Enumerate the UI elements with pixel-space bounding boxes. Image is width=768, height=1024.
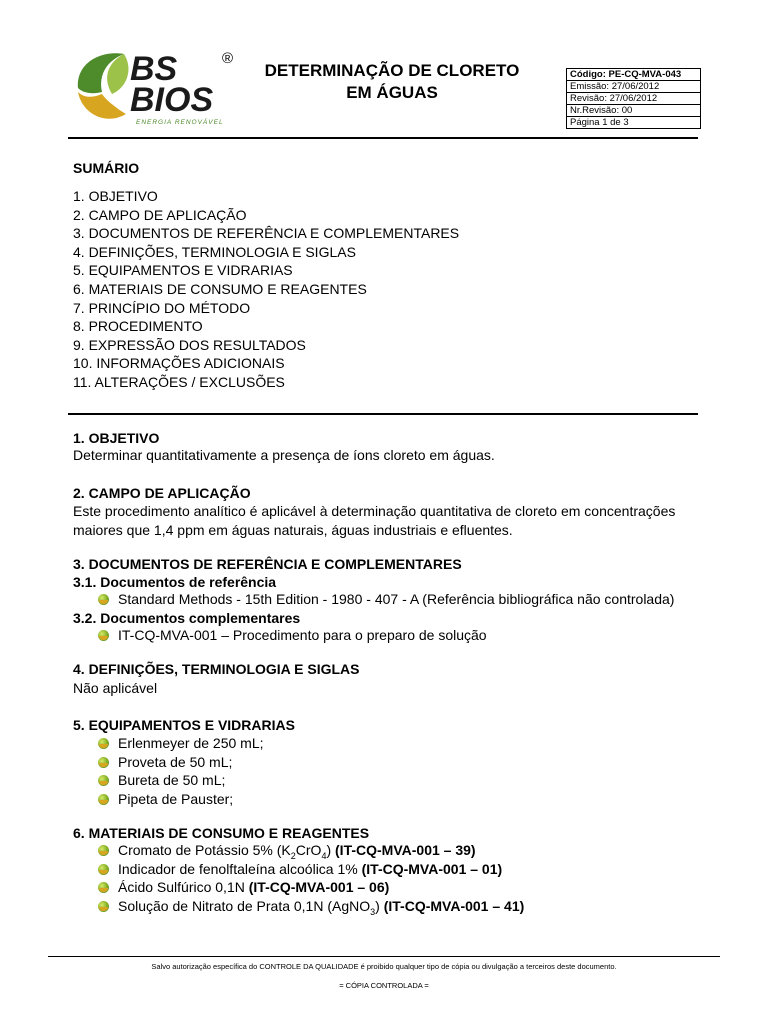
equipment-list — [96, 734, 264, 808]
logo-tagline: ENERGIA RENOVÁVEL — [136, 119, 224, 126]
section-3-title: 3. DOCUMENTOS DE REFERÊNCIA E COMPLEMENTARES — [73, 556, 462, 572]
footer-divider — [48, 956, 720, 957]
bullet-leaf-icon — [98, 738, 109, 749]
doc-page-number: Página 1 de 3 — [567, 117, 701, 129]
header-divider — [68, 137, 698, 139]
doc-revision-number: Nr.Revisão: 00 — [567, 105, 701, 117]
bullet-leaf-icon — [98, 630, 109, 641]
title-line-1: DETERMINAÇÃO DE CLORETO — [264, 61, 520, 80]
summary-item: 7. PRINCÍPIO DO MÉTODO — [73, 299, 251, 316]
summary-item: 8. PROCEDIMENTO — [73, 318, 203, 335]
summary-item: 10. INFORMAÇÕES ADICIONAIS — [73, 355, 285, 372]
summary-title: SUMÁRIO — [73, 160, 140, 176]
section-5-title: 5. EQUIPAMENTOS E VIDRARIAS — [73, 717, 295, 733]
doc-code: Código: PE-CQ-MVA-043 — [567, 69, 701, 81]
list-item: Erlenmeyer de 250 mL; — [96, 734, 264, 753]
summary-item: 9. EXPRESSÃO DOS RESULTADOS — [73, 336, 306, 353]
summary-list — [73, 187, 459, 392]
section-2-text — [73, 502, 698, 539]
bullet-leaf-icon — [98, 794, 109, 805]
document-title — [250, 60, 534, 104]
logo-text-bios: BIOS — [130, 81, 214, 119]
list-item: Solução de Nitrato de Prata 0,1N (AgNO$_3$) (IT-CQ-MVA-001 – 41) — [96, 897, 524, 916]
section-6-title: 6. MATERIAIS DE CONSUMO E REAGENTES — [73, 825, 370, 841]
logo-sun-yellow — [78, 92, 126, 119]
section-1-text: Determinar quantitativamente a presença de íons cloreto em águas. — [73, 447, 495, 463]
list-item: Indicador de fenolftaleína alcoólica 1% (IT-CQ-MVA-001 – 01) — [96, 860, 524, 879]
section-2-line-2: maiores que 1,4 ppm em águas naturais, águas industriais e efluentes. — [73, 521, 513, 538]
summary-divider — [68, 413, 698, 415]
logo-text-bs: BS — [130, 50, 178, 88]
reference-docs-list — [96, 590, 674, 609]
summary-item: 2. CAMPO DE APLICAÇÃO — [73, 206, 247, 223]
footer-controlled-copy: = CÓPIA CONTROLADA = — [339, 981, 429, 990]
bullet-leaf-icon — [98, 864, 109, 875]
section-2-line-1: Este procedimento analítico é aplicável à determinação quantitativa de cloreto em concentrações — [73, 503, 676, 519]
list-item: Cromato de Potássio 5% $(K_2CrO_4)$ (IT-CQ-MVA-001 – 39) — [96, 841, 524, 860]
section-4-text: Não aplicável — [73, 680, 158, 696]
list-item: IT-CQ-MVA-001 – Procedimento para o preparo de solução — [96, 626, 487, 645]
bullet-leaf-icon — [98, 757, 109, 768]
document-info-box — [566, 68, 701, 129]
doc-issue-date: Emissão: 27/06/2012 — [567, 81, 701, 93]
bullet-leaf-icon — [98, 901, 109, 912]
list-item: Proveta de 50 mL; — [96, 753, 264, 772]
bullet-leaf-icon — [98, 845, 109, 856]
list-item: Pipeta de Pauster; — [96, 790, 264, 809]
section-3-2-title: 3.2. Documentos complementares — [73, 610, 301, 626]
summary-item: 1. OBJETIVO — [73, 188, 158, 204]
registered-mark: ® — [222, 50, 234, 67]
list-item: Standard Methods - 15th Edition - 1980 - 407 - A (Referência bibliográfica não controlada) — [96, 590, 674, 609]
list-item: Ácido Sulfúrico 0,1N (IT-CQ-MVA-001 – 06) — [96, 878, 524, 897]
bullet-leaf-icon — [98, 594, 109, 605]
summary-item: 4. DEFINIÇÕES, TERMINOLOGIA E SIGLAS — [73, 243, 356, 260]
section-4-title: 4. DEFINIÇÕES, TERMINOLOGIA E SIGLAS — [73, 661, 360, 677]
doc-revision-date: Revisão: 27/06/2012 — [567, 93, 701, 105]
footer-notice: Salvo autorização específica do CONTROLE DA QUALIDADE é proibido qualquer tipo de cópia ou divulgação a terceiros deste documento. — [151, 962, 617, 971]
section-2-title: 2. CAMPO DE APLICAÇÃO — [73, 485, 251, 501]
summary-item: 5. EQUIPAMENTOS E VIDRARIAS — [73, 262, 293, 279]
section-1-title: 1. OBJETIVO — [73, 430, 160, 446]
summary-item: 3. DOCUMENTOS DE REFERÊNCIA E COMPLEMENTARES — [73, 225, 460, 242]
complementary-docs-list — [96, 626, 487, 645]
title-line-2: EM ÁGUAS — [346, 83, 438, 102]
bullet-leaf-icon — [98, 882, 109, 893]
summary-item: 6. MATERIAIS DE CONSUMO E REAGENTES — [73, 280, 367, 297]
section-3-1-title: 3.1. Documentos de referência — [73, 574, 277, 590]
list-item: Bureta de 50 mL; — [96, 771, 264, 790]
bsbios-logo — [72, 48, 242, 128]
summary-item: 11. ALTERAÇÕES / EXCLUSÕES — [73, 373, 285, 390]
bullet-leaf-icon — [98, 775, 109, 786]
reagents-list — [96, 841, 524, 915]
